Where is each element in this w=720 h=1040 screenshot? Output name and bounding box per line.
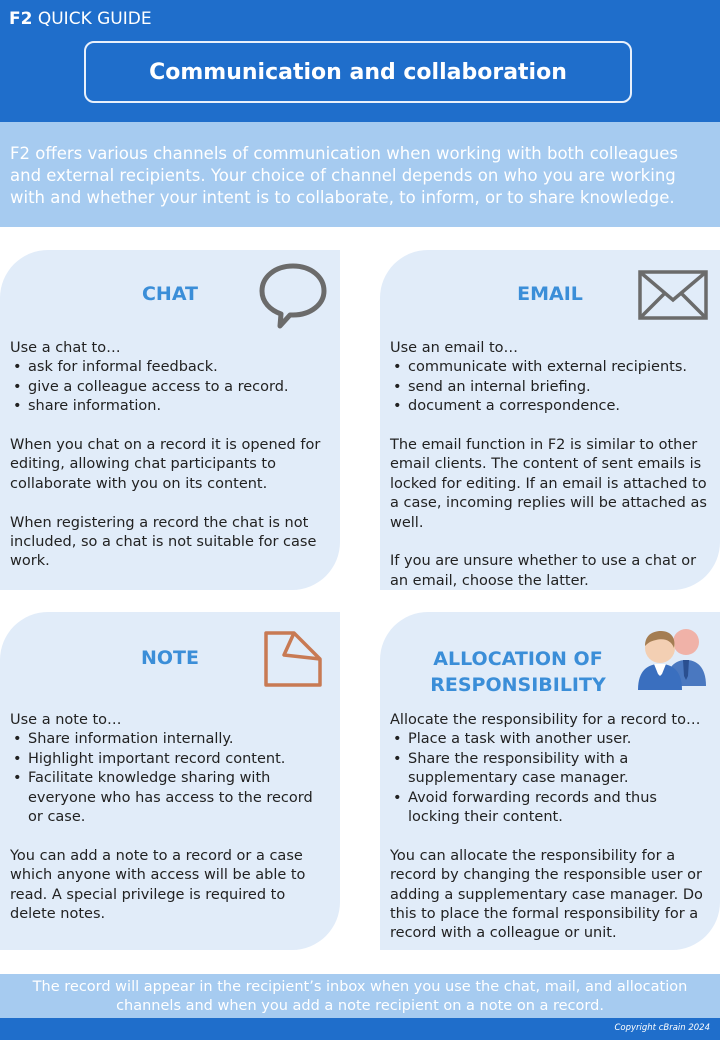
note-body	[10, 711, 332, 924]
allocation-title-line2: RESPONSIBILITY	[430, 674, 606, 696]
allocation-title	[400, 646, 636, 698]
speech-bubble-icon	[258, 262, 328, 330]
envelope-icon	[638, 270, 708, 320]
list-item: • Share the responsibility with a supplementary case manager.	[390, 750, 712, 789]
list-item: • Highlight important record content.	[10, 750, 332, 769]
email-title: EMAIL	[517, 283, 583, 305]
allocation-lead: Allocate the responsibility for a record to…	[390, 712, 701, 728]
allocation-list	[390, 730, 712, 827]
list-item: • give a colleague access to a record.	[10, 378, 332, 397]
chat-paragraph: When you chat on a record it is opened for editing, allowing chat participants to collaborate with you on its content.	[10, 437, 321, 492]
list-item: • send an internal briefing.	[390, 378, 712, 397]
chat-list	[10, 358, 332, 416]
copyright-text: Copyright cBrain 2024	[614, 1023, 710, 1033]
chat-title: CHAT	[141, 283, 199, 305]
allocation-body	[390, 711, 712, 944]
allocation-title-line1: ALLOCATION OF	[433, 648, 603, 670]
footer-bar	[0, 1018, 720, 1040]
chat-body	[10, 339, 332, 572]
header-bar	[0, 0, 720, 122]
list-item: • share information.	[10, 397, 332, 416]
list-item: • document a correspondence.	[390, 397, 712, 416]
note-icon	[262, 629, 324, 689]
list-item: • Avoid forwarding records and thus locking their content.	[390, 789, 712, 828]
allocation-paragraph: You can allocate the responsibility for a record by changing the responsible user or adding a supplementary case manager. Do this to place the formal responsibility for a record with a colleague or unit.	[390, 847, 703, 942]
note-lead: Use a note to…	[10, 712, 122, 728]
note-paragraph: You can add a note to a record or a case which anyone with access will be able to read. A special privilege is required to delete notes.	[10, 847, 306, 923]
brand-label: F2 QUICK GUIDE	[9, 9, 152, 29]
email-body	[390, 339, 712, 591]
chat-paragraph: When registering a record the chat is not included, so a chat is not suitable for case work.	[10, 514, 317, 570]
intro-text: F2 offers various channels of communication when working with both colleagues and external recipients. Your choice of channel depends on who you are working with and whether your intent is to collaborate, to inform, or to share knowledge.	[0, 122, 720, 227]
list-item: • Share information internally.	[10, 730, 332, 749]
chat-lead: Use a chat to…	[10, 340, 121, 356]
email-list	[390, 358, 712, 416]
list-item: • Facilitate knowledge sharing with everyone who has access to the record or case.	[10, 769, 332, 827]
email-lead: Use an email to…	[390, 340, 519, 356]
list-item: • communicate with external recipients.	[390, 358, 712, 377]
users-icon	[636, 626, 708, 692]
page-title: Communication and collaboration	[84, 41, 632, 103]
email-paragraph: If you are unsure whether to use a chat or an email, choose the latter.	[390, 553, 697, 589]
list-item: • ask for informal feedback.	[10, 358, 332, 377]
note-list	[10, 730, 332, 827]
email-paragraph: The email function in F2 is similar to other email clients. The content of sent emails is locked for editing. If an email is attached to a case, incoming replies will be attached as well.	[390, 437, 707, 531]
list-item: • Place a task with another user.	[390, 730, 712, 749]
note-title: NOTE	[141, 647, 199, 669]
footer-note: The record will appear in the recipient’s inbox when you use the chat, mail, and allocation channels and when you add a note recipient on a note on a record.	[0, 974, 720, 1018]
